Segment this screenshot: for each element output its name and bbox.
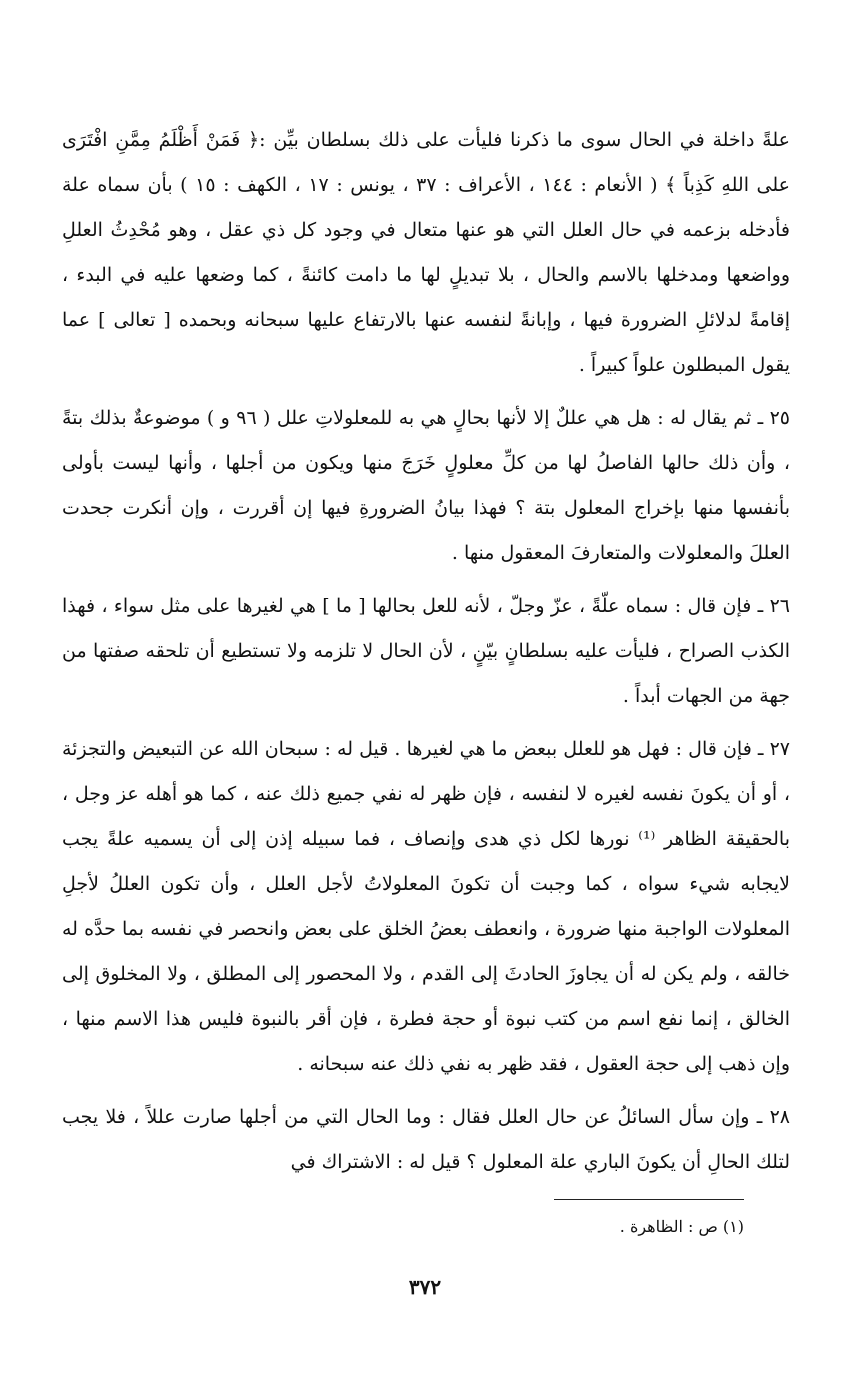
page-number: ٣٧٢ [408, 1275, 442, 1299]
paragraph-28: ٢٨ ـ وإن سأل السائلُ عن حال العلل فقال : وما الحال التي من أجلها صارت عللاً ، فلا يجب لتلك الحالِ أن يكونَ الباري علة المعلول ؟ قيل له : الاشتراك في [62, 1106, 790, 1173]
paragraph-continuation: علةً داخلة في الحال سوى ما ذكرنا فليأت على ذلك بسلطان بيِّن :﴿ فَمَنْ أَظْلَمُ مِمَّنِ افْتَرَى على اللهِ كَذِباً ﴾ ( الأنعام : ١٤٤ ، الأعراف : ٣٧ ، يونس : ١٧ ، الكهف : ١٥ ) بأن سماه علة فأدخله بزعمه في حال العلل التي هو عنها متعال في وجود كل ذي عقل ، وهو مُحْدِثُ العللِ وواضعها ومدخلها بالاسم والحال ، بلا تبديلٍ لها ما دامت كائنةً ، كما وضعها عليه في البدء ، إقامةً لدلائلِ الضرورة فيها ، وإبانةً لنفسه عنها بالارتفاع عليها سبحانه وبحمده [ تعالى ] عما يقول المبطلون علواً كبيراً . [62, 129, 791, 376]
footnote: (١) ص : الظاهرة . [619, 1217, 744, 1236]
paragraph-25: ٢٥ ـ ثم يقال له : هل هي عللٌ إلا لأنها بحالٍ هي به للمعلولاتِ علل ( ٩٦ و ) موضوعةٌ بذلك بتةً ، وأن ذلك حالها الفاصلُ لها من كلِّ معلولٍ خَرَجَ منها ويكون من أجلها ، وأنها ليست بأولى بأنفسها منها بإخراج المعلول بتة ؟ فهذا بيانُ الضرورةِ فيها إن أقررت ، وإن أنكرت جحدت العللَ والمعلولات والمتعارفَ المعقول منها . [62, 407, 790, 564]
footnote-divider [554, 1199, 744, 1200]
paragraph-27: ٢٧ ـ فإن قال : فهل هو للعلل ببعض ما هي لغيرها . قيل له : سبحان الله عن التبعيض والتجزئة ، أو أن يكونَ نفسه لغيره لا لنفسه ، فإن ظهر له نفي جميع ذلك عنه ، كما هو أهله عز وجل ، بالحقيقة الظاهر ⁽¹⁾ نورها لكل ذي هدى وإنصاف ، فما سبيله إذن إلى أن يسميه علةً يجب لايجابه شيء سواه ، كما وجبت أن تكونَ المعلولاتُ لأجل العلل ، وأن تكون العللُ لأجلِ المعلولات الواجبة منها ضرورة ، وانعطف بعضُ الخلق على بعض وانحصر في نفسه بما حدَّه له خالقه ، ولم يكن له أن يجاوزَ الحادثَ إلى القدم ، ولا المحصور إلى المطلق ، ولا المخلوق إلى الخالق ، إنما نفع اسم من كتب نبوة أو حجة فطرة ، فإن أقر بالنبوة فليس هذا الاسم منها ، وإن ذهب إلى حجة العقول ، فقد ظهر به نفي ذلك عنه سبحانه . [62, 738, 790, 1075]
paragraph-26: ٢٦ ـ فإن قال : سماه علّةً ، عزّ وجلّ ، لأنه للعل بحالها [ ما ] هي لغيرها على مثل سواء ، فهذا الكذب الصراح ، فليأت عليه بسلطانٍ بيّنٍ ، لأن الحال لا تلزمه ولا تستطيع أن تلحقه صفتها من جهة من الجهات أبداً . [62, 595, 790, 707]
main-text [62, 118, 790, 1185]
